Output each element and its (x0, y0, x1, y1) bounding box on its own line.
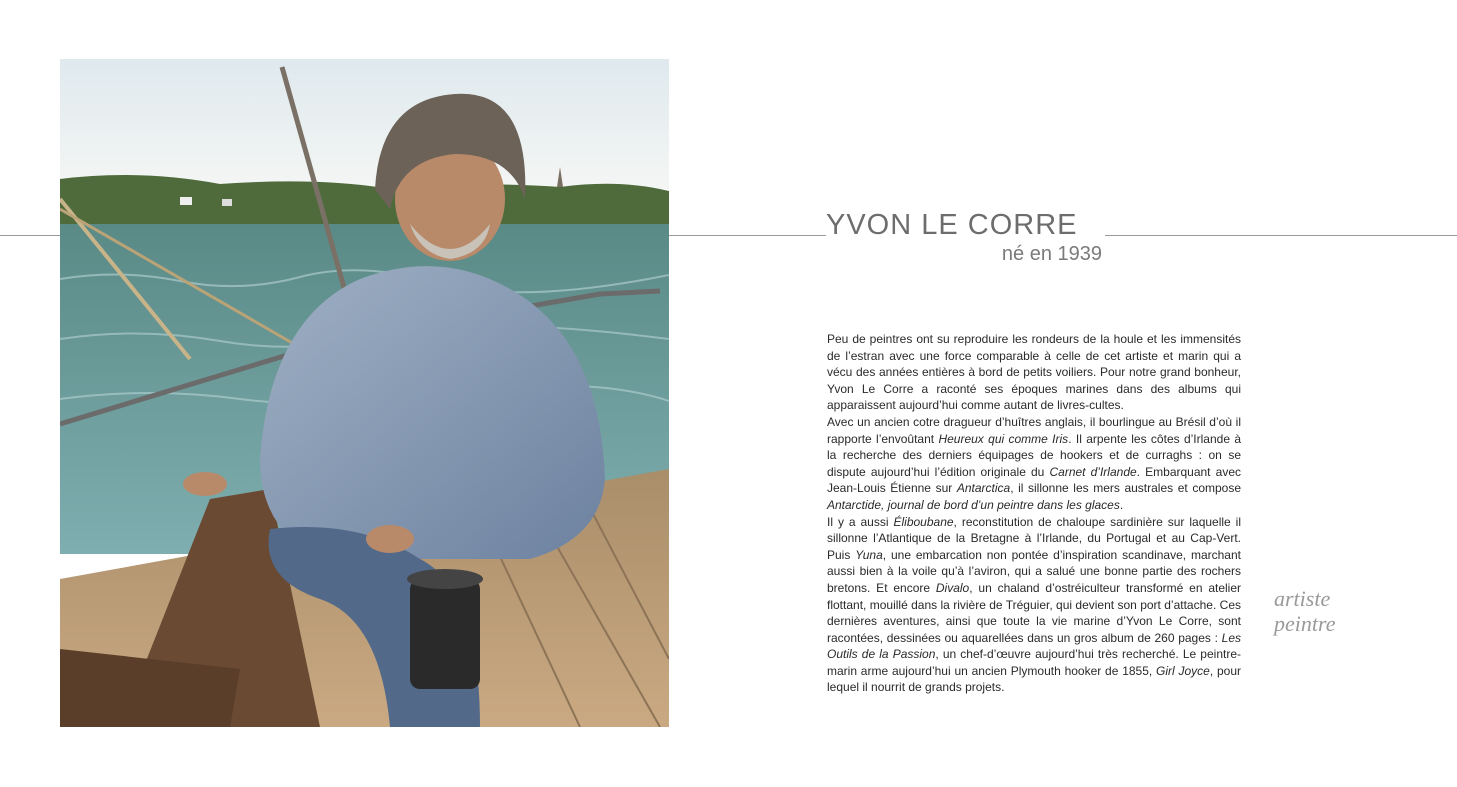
bio-text-run: . Embarquant avec Jean-Louis Étienne sur (827, 464, 1241, 496)
bio-text-run: . (1119, 497, 1124, 512)
bio-text-run: Avec un ancien cotre dragueur d’huîtres anglais, il bourlingue au Brésil d’où il rapporte l’envoûtant (827, 414, 1241, 446)
bio-text-run: , un chaland d’ostréiculteur transformé en atelier flottant, mouillé dans la rivière de Tréguier, qui devient son port d’attache. Ces dernières aventures, ainsi que toute la vie marine d’Yvon Le Corre, sont racontées, dessinées ou aquarellées dans un gros album de 260 pages : (827, 580, 1241, 645)
bio-text-run: . Il arpente les côtes d’Irlande à la recherche des derniers équipages de hookers et de curraghs : on se dispute aujourd’hui l’édition originale du (827, 431, 1242, 479)
bio-paragraph-1: Peu de peintres ont su reproduire les rondeurs de la houle et les immensités de l’estran avec une force comparable à celle de cet artiste et marin qui a vécu des années entières à bord de petits voiliers. Pour notre grand bonheur, Yvon Le Corre a raconté ses époques marines dans des albums qui apparaissent aujourd’hui comme autant de livres-cultes. (827, 332, 1241, 413)
header-rule-left (0, 235, 60, 236)
bio-italic-title: Yuna (855, 547, 883, 562)
bio-italic-title: Antarctide, journal de bord d’un peintre dans les glaces (827, 497, 1120, 512)
artist-photo (60, 59, 669, 727)
bio-text-run: , il sillonne les mers australes et compose (1010, 481, 1242, 496)
artist-name: YVON LE CORRE (826, 209, 1078, 241)
bio-text-run: , pour lequel il nourrit de grands projets. (827, 663, 1241, 695)
bio-text-run: , un chef-d’œuvre aujourd’hui très recherché. Le peintre-marin arme aujourd’hui un ancien Plymouth hooker de 1855, (827, 647, 1241, 678)
bio-paragraph-3 (827, 514, 1241, 697)
bio-italic-title: Éliboubane (893, 514, 954, 529)
role-tag (1274, 586, 1354, 636)
biography (827, 331, 1241, 696)
bio-text-run: , reconstitution de chaloupe sardinière sur laquelle il sillonne l’Atlantique de la Bretagne à l’Irlande, du Portugal et au Cap-Vert. Puis (827, 514, 1241, 562)
photo-sailor-on-boat-icon (60, 59, 669, 727)
bio-text-run: Il y a aussi (827, 514, 894, 529)
bio-italic-title: Heureux qui comme Iris (938, 431, 1069, 446)
header-rule-right (1105, 235, 1457, 236)
bio-italic-title: Carnet d’Irlande (1049, 464, 1137, 479)
header-rule-middle (669, 235, 826, 236)
bio-italic-title: Divalo (935, 580, 970, 595)
role-tag-line-2: peintre (1274, 611, 1336, 636)
birth-year: né en 1939 (1001, 243, 1102, 265)
role-tag-line-1: artiste (1274, 586, 1331, 611)
bio-paragraph-2 (827, 414, 1241, 514)
bio-italic-title: Les Outils de la Passion (827, 630, 1241, 662)
bio-italic-title: Girl Joyce (1156, 663, 1210, 678)
bio-italic-title: Antarctica (956, 481, 1011, 496)
bio-text-run: , une embarcation non pontée d’inspiration scandinave, marchant aussi bien à la voile qu’à l’aviron, qui a salué une bonne partie des rochers bretons. Et encore (827, 547, 1241, 595)
